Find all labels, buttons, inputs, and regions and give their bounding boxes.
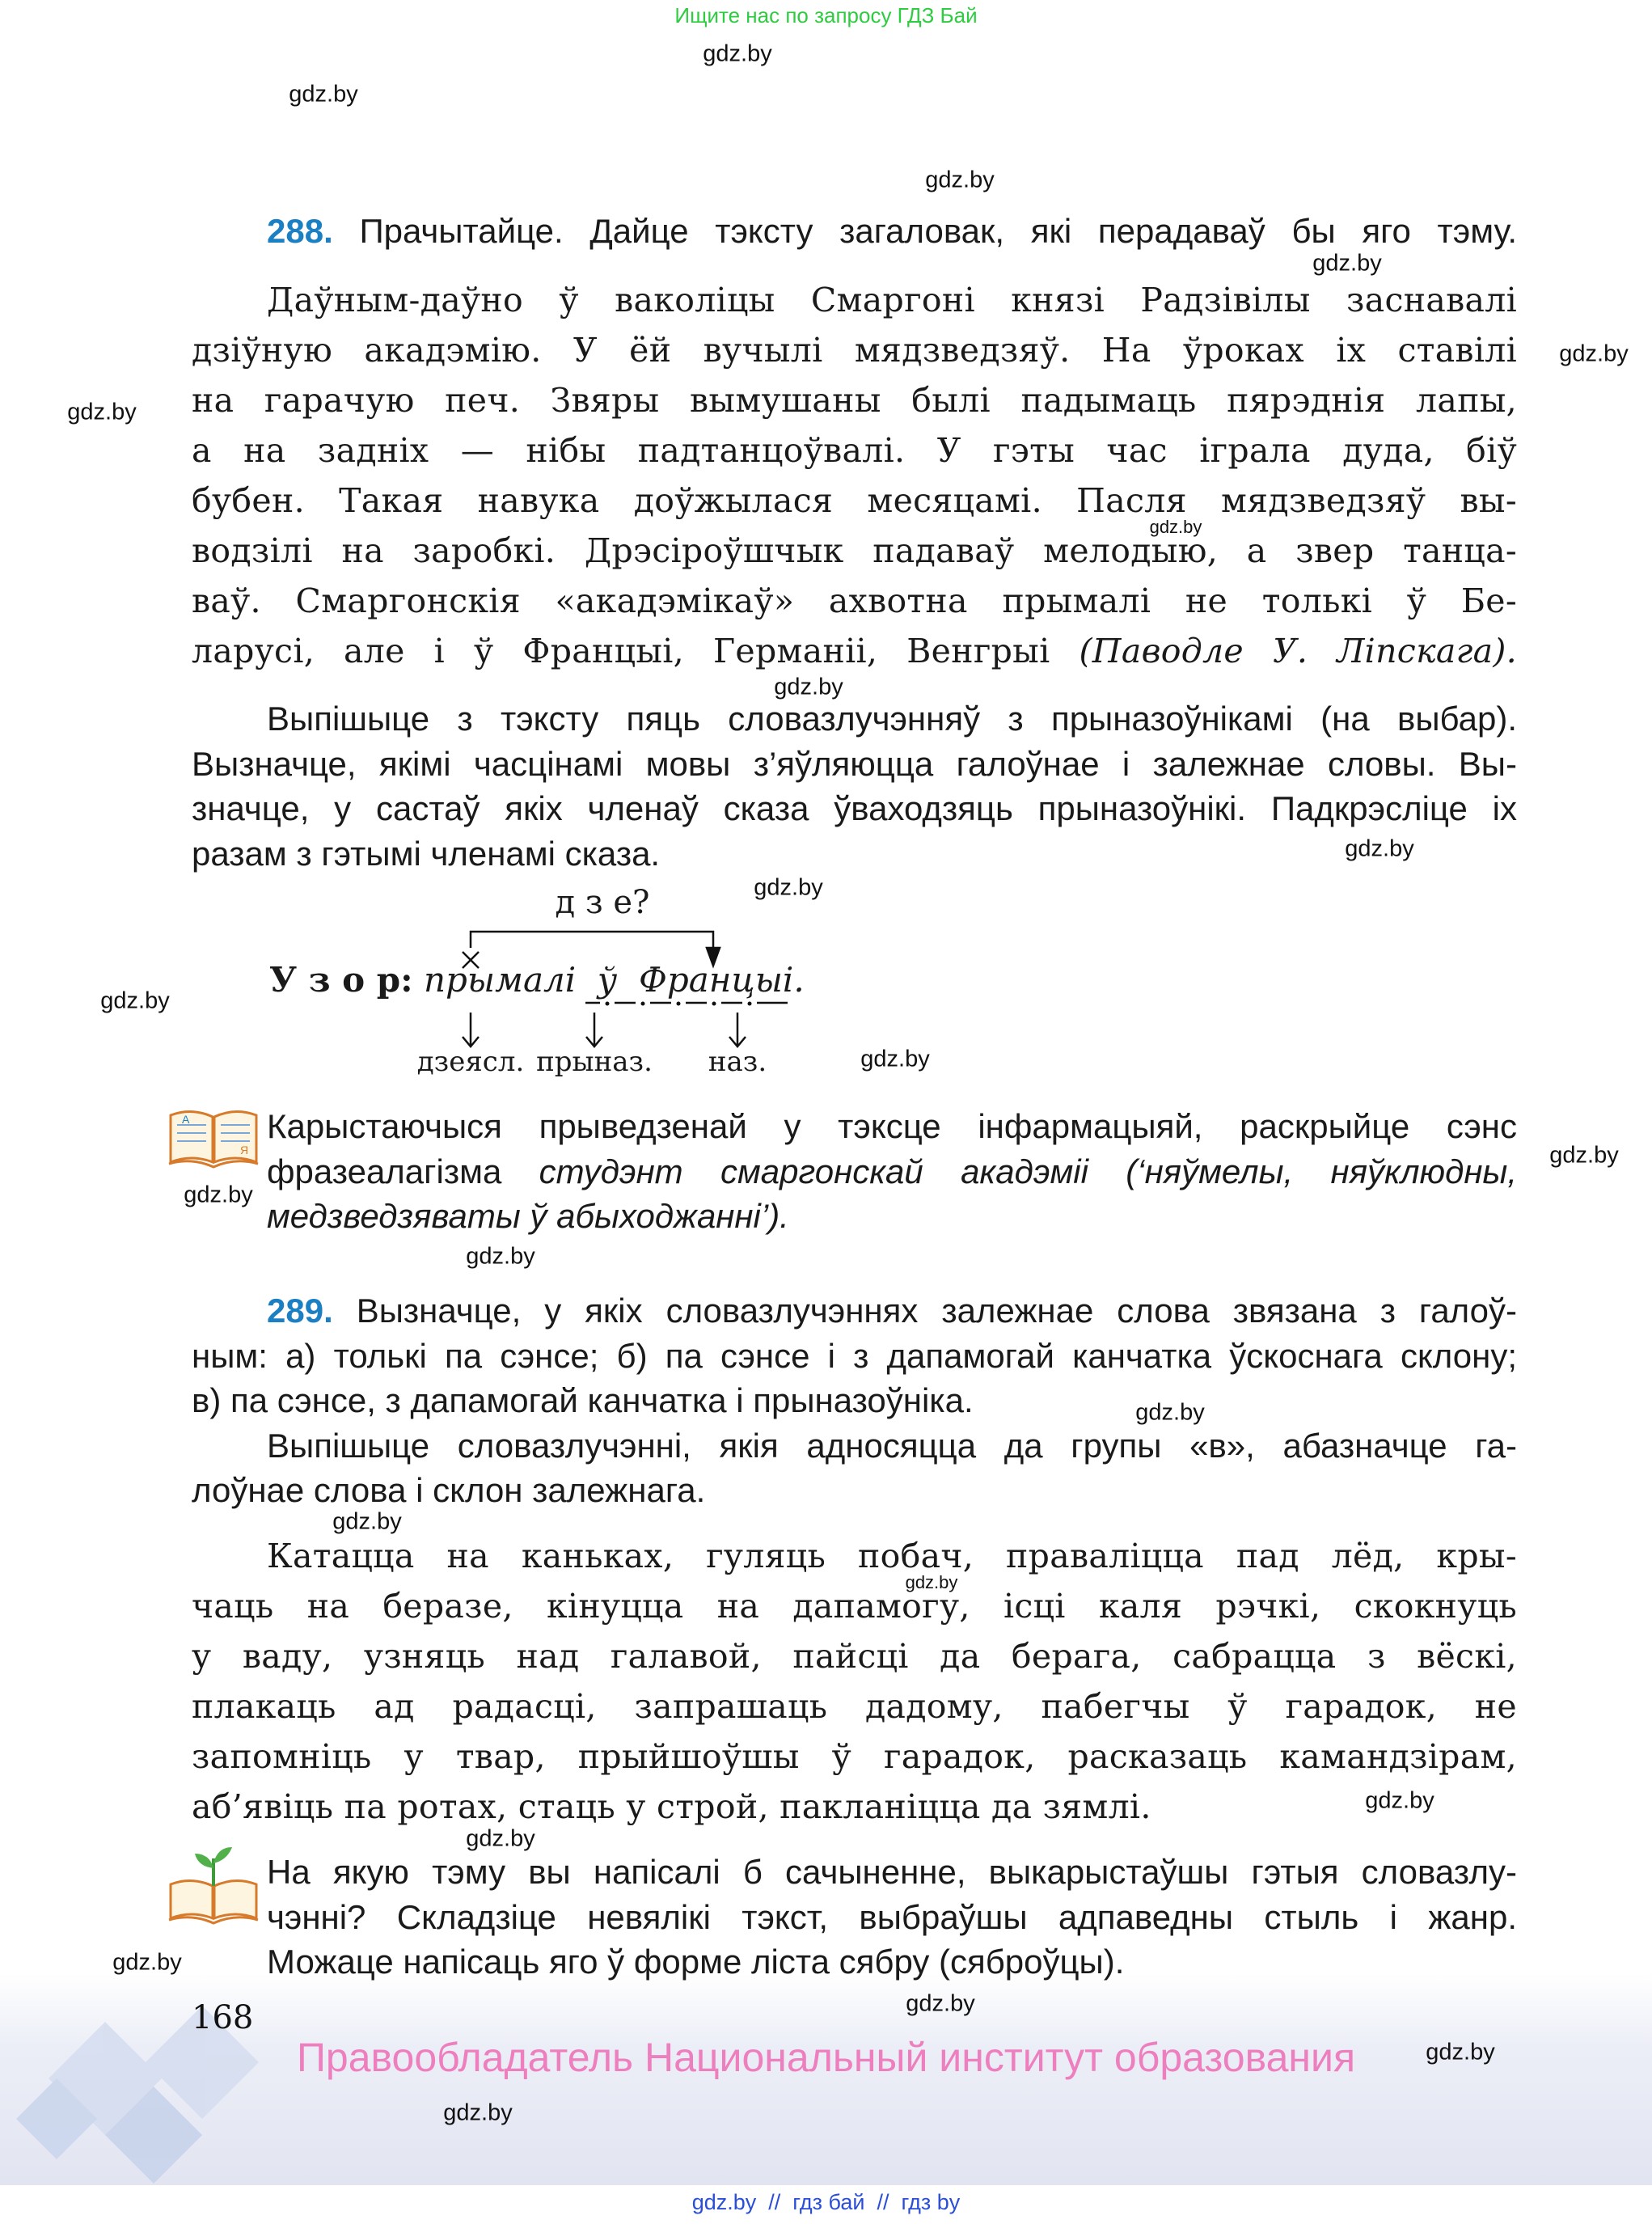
watermark: gdz.by: [1312, 250, 1382, 277]
pattern-label: У з о р:: [269, 960, 413, 1000]
site-links[interactable]: gdz.by // гдз бай // гдз by: [691, 2190, 961, 2214]
watermark: gdz.by: [184, 1182, 253, 1208]
task-instruction: Прачытайце. Дайце тэксту загаловак, які перадаваў бы яго тэму.: [359, 212, 1518, 250]
page-number: 168: [192, 1999, 254, 2036]
copyright-notice: Правообладатель Национальный институт образования: [296, 2035, 1356, 2080]
task-289: [192, 1288, 1517, 1513]
phrase-list: [192, 1531, 1517, 1832]
text-line: Катацца на каньках, гуляць побач, праваліцца пад лёд, кры-: [267, 1537, 1517, 1575]
phraseology-task: [267, 1104, 1517, 1239]
watermark: gdz.by: [1345, 835, 1414, 862]
text-line: Можаце напісаць яго ў форме ліста сябру (сяброўцы).: [267, 1943, 1125, 1981]
text-line: Выпішыце словазлучэнні, якія адносяцца да групы «в», абазначце га-: [267, 1426, 1517, 1465]
text-line: на гарачую печ. Звяры вымушаны былі падымаць пярэднія лапы,: [192, 381, 1517, 420]
watermark: gdz.by: [289, 81, 358, 108]
phraseologism: студэнт смаргонскай акадэміі (‘няўмелы, няўклюдны,: [539, 1152, 1518, 1190]
text-line: [267, 1149, 1517, 1194]
watermark: gdz.by: [860, 1046, 930, 1072]
pattern-preposition: ў: [597, 960, 618, 1000]
watermark: gdz.by: [100, 987, 170, 1014]
watermark: gdz.by: [1135, 1399, 1205, 1426]
watermark: gdz.by: [67, 399, 137, 425]
open-book-icon: [166, 1104, 261, 1170]
watermark: gdz.by: [112, 1949, 182, 1976]
text-line: лоўнае слова і склон залежнага.: [192, 1471, 706, 1509]
text-line: Вызначце, якімі часцінамі мовы з’яўляюцца галоўнае і залежнае словы. Вы-: [192, 744, 1517, 783]
text-line: плакаць ад радасці, запрашаць дадому, пабегчы ў гарадок, не: [192, 1687, 1517, 1726]
text-line: аб’явіць па ротах, стаць у строй, пакланіцца да зямлі.: [192, 1787, 1151, 1826]
pattern-tag-preposition: прыназ.: [536, 1046, 653, 1078]
text-line: разам з гэтымі членамі сказа.: [192, 834, 661, 873]
text-line: водзілі на заробкі. Дрэсіроўшчык падаваў мелодыю, а звер танца-: [192, 531, 1517, 570]
text-line: Карыстаючыся прыведзенай у тэксце інфармацыяй, раскрыйце сэнс: [267, 1107, 1517, 1145]
watermark: gdz.by: [774, 674, 843, 700]
exercise-number: 288.: [267, 212, 333, 250]
text-line: бубен. Такая навука доўжылася месяцамі. Пасля мядзведзяў вы-: [192, 481, 1517, 520]
watermark: gdz.by: [1549, 1142, 1619, 1169]
text-line: ным: а) толькі па сэнсе; б) па сэнсе і з дапамогай канчатка ўскоснага склону;: [192, 1336, 1517, 1375]
watermark: gdz.by: [332, 1508, 402, 1535]
text-line: Выпішыце з тэксту пяць словазлучэнняў з прыназоўнікамі (на выбар).: [267, 700, 1517, 738]
text-line: у ваду, узняць над галавой, пайсці да берага, сабрацца з вёскі,: [192, 1637, 1517, 1676]
text-line-main: ларусі, але і ў Францыі, Германіі, Венгрыі: [192, 632, 1050, 670]
watermark: gdz.by: [1426, 2039, 1495, 2065]
text-line: в) па сэнсе, з дапамогай канчатка і прыназоўніка.: [192, 1381, 974, 1419]
watermark: gdz.by: [1149, 517, 1202, 537]
text-line: медзведзяваты ў абыходжанні’).: [267, 1197, 789, 1235]
watermark: gdz.by: [443, 2099, 513, 2126]
text-line: значце, у састаў якіх членаў сказа ўваходзяць прыназоўнікі. Падкрэсліце іх: [192, 789, 1517, 827]
pattern-tag-noun: наз.: [708, 1046, 767, 1078]
plant-book-icon: [166, 1844, 261, 1925]
watermark: gdz.by: [466, 1243, 535, 1270]
text-line: Даўным-даўно ў ваколіцы Смаргоні князі Радзівілы заснавалі: [267, 281, 1517, 319]
text-line: [192, 1288, 1517, 1334]
pattern-tag-verb: дзеясл.: [416, 1046, 525, 1078]
svg-text:Я: Я: [240, 1144, 249, 1156]
exercise-number: 289.: [267, 1292, 333, 1330]
pattern-verb: прымалі: [424, 960, 577, 1000]
text-line: чаць на беразе, кінуцца на дапамогу, ісці каля рэчкі, скокнуць: [192, 1587, 1517, 1626]
search-hint: Ищите нас по запросу ГДЗ Бай: [674, 3, 978, 27]
watermark[interactable]: gdz.by: [703, 40, 772, 67]
text-line: запомніць у твар, прыйшоўшы ў гарадок, расказаць камандзірам,: [192, 1737, 1517, 1776]
svg-text:А: А: [182, 1113, 190, 1126]
text-line: а на задніх — нібы падтанцоўвалі. У гэты час іграла дуда, біў: [192, 431, 1517, 470]
watermark: gdz.by: [1559, 340, 1629, 367]
watermark: gdz.by: [925, 167, 995, 193]
watermark: gdz.by: [754, 874, 823, 901]
text-line: ваў. Смаргонскія «акадэмікаў» ахвотна прымалі не толькі ў Бе-: [192, 581, 1517, 620]
text-source: (Паводле У. Ліпскага).: [1079, 632, 1517, 670]
creative-task: [267, 1850, 1517, 1985]
text-line: На якую тэму вы напісалі б сачыненне, выкарыстаўшы гэтыя словазлу-: [267, 1853, 1517, 1891]
task-instruction: Вызначце, у якіх словазлучэннях залежнае слова звязана з галоў-: [356, 1292, 1518, 1330]
text-line: чэнні? Складзіце невялікі тэкст, выбраўшы адпаведны стыль і жанр.: [267, 1897, 1517, 1936]
watermark: gdz.by: [905, 1572, 958, 1592]
pattern-example: [269, 960, 805, 1000]
pattern-question: д з е?: [555, 884, 650, 921]
text-plain: фразеалагізма: [267, 1152, 502, 1190]
pattern-noun: Францыі.: [638, 960, 805, 1000]
watermark: gdz.by: [1365, 1787, 1434, 1814]
watermark: gdz.by: [906, 1990, 975, 2017]
text-line: дзіўную акадэмію. У ёй вучылі мядзведзяў. На ўроках іх ставілі: [192, 331, 1517, 370]
watermark: gdz.by: [466, 1825, 535, 1852]
